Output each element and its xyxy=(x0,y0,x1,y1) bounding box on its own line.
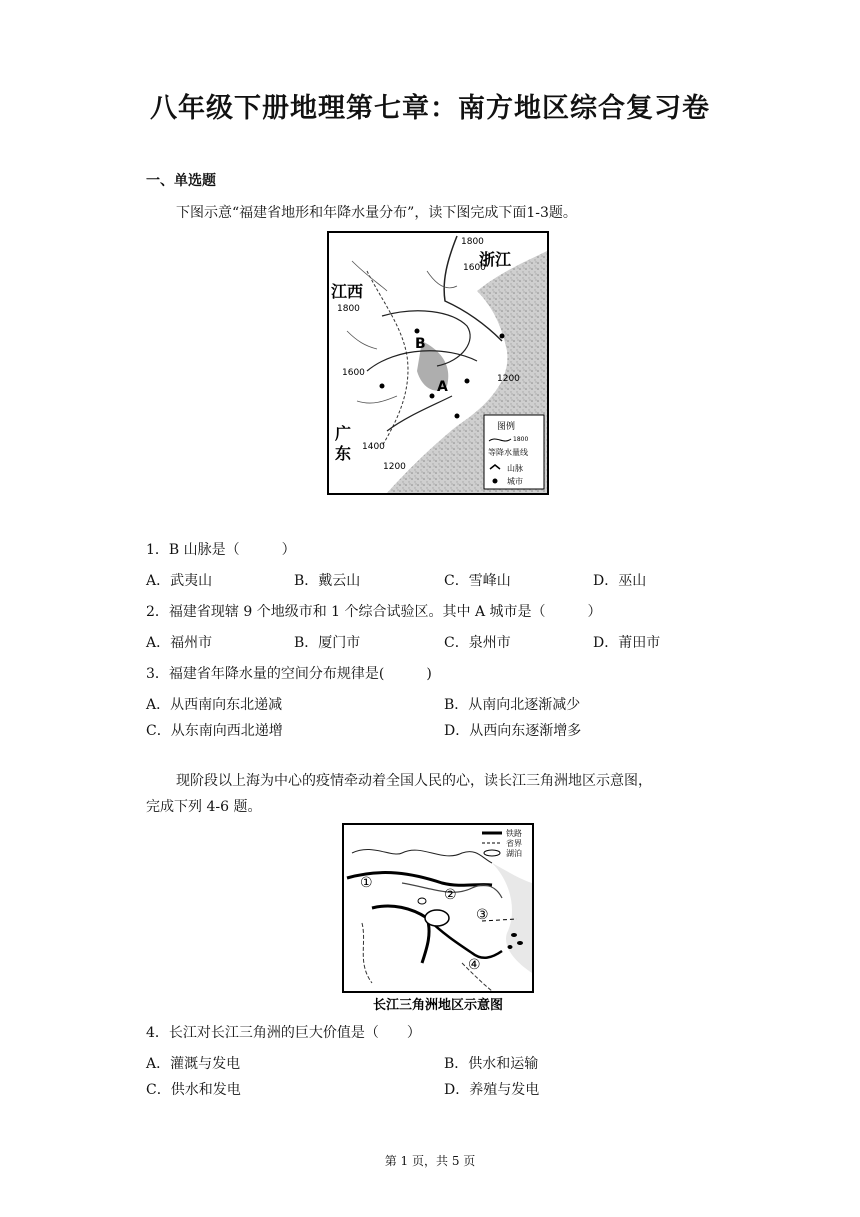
intro-paragraph-1: 下图示意“福建省地形和年降水量分布”，读下图完成下面1-3题。 xyxy=(176,205,577,221)
city-dot xyxy=(465,379,470,384)
q3-option-b: B．从南向北逐渐减少 xyxy=(444,697,581,713)
iso-label: 1200 xyxy=(497,374,520,384)
city-dot xyxy=(455,414,460,419)
legend-iso-label: 等降水量线 xyxy=(488,448,528,457)
lake-taihu xyxy=(425,910,449,926)
map2-caption: 长江三角洲地区示意图 xyxy=(372,998,504,1013)
city-dot xyxy=(415,329,420,334)
section-heading: 一、单选题 xyxy=(146,173,216,189)
page-footer: 第 1 页，共 5 页 xyxy=(384,1154,476,1168)
map-legend xyxy=(484,415,544,489)
question-3: 3．福建省年降水量的空间分布规律是( ) xyxy=(146,666,432,682)
label-a: A xyxy=(437,379,448,395)
q2-option-a: A．福州市 xyxy=(146,635,213,651)
legend-city: 城市 xyxy=(507,477,523,486)
q4-option-c: C．供水和发电 xyxy=(146,1082,241,1098)
label-guangdong-2: 东 xyxy=(335,444,352,463)
legend-railway: 铁路 xyxy=(506,829,522,838)
q2-option-d: D．莆田市 xyxy=(593,635,661,651)
q2-option-c: C．泉州市 xyxy=(444,635,511,651)
city-dot xyxy=(380,384,385,389)
city-dot xyxy=(430,394,435,399)
q1-option-d: D．巫山 xyxy=(593,573,647,589)
q3-option-d: D．从西向东逐渐增多 xyxy=(444,723,582,739)
legend-title: 图例 xyxy=(497,422,516,432)
label-guangdong-1: 广 xyxy=(335,424,352,443)
marker-3: ③ xyxy=(476,907,489,923)
iso-label: 1800 xyxy=(337,304,360,314)
intro-paragraph-2-line-2: 完成下列 4-6 题。 xyxy=(146,799,262,815)
q1-option-a: A．武夷山 xyxy=(146,573,213,589)
q4-option-a: A．灌溉与发电 xyxy=(146,1056,241,1072)
page-title: 八年级下册地理第七章：南方地区综合复习卷 xyxy=(150,93,710,124)
iso-label: 1800 xyxy=(461,237,484,247)
q4-option-d: D．养殖与发电 xyxy=(444,1082,540,1098)
legend-mountain: 山脉 xyxy=(507,464,523,473)
iso-label: 1600 xyxy=(342,368,365,378)
q1-option-c: C．雪峰山 xyxy=(444,573,511,589)
question-4: 4．长江对长江三角洲的巨大价值是（ ） xyxy=(146,1025,421,1041)
legend-lake: 湖泊 xyxy=(506,849,522,858)
q1-option-b: B．戴云山 xyxy=(294,573,361,589)
marker-1: ① xyxy=(360,875,373,891)
legend-border: 省界 xyxy=(506,839,522,848)
q3-option-a: A．从西南向东北递减 xyxy=(146,697,283,713)
legend-iso-value: 1800 xyxy=(513,436,529,443)
q3-option-c: C．从东南向西北递增 xyxy=(146,723,283,739)
marker-4: ④ xyxy=(468,957,481,973)
iso-label: 1600 xyxy=(463,263,486,273)
island xyxy=(511,933,517,937)
q2-option-b: B．厦门市 xyxy=(294,635,361,651)
question-1: 1．B 山脉是（ ） xyxy=(146,542,296,558)
city-legend-icon xyxy=(493,479,498,484)
island xyxy=(508,945,513,949)
island xyxy=(517,941,523,945)
yangtze-delta-map xyxy=(342,823,534,1015)
label-b: B xyxy=(415,336,426,352)
lake xyxy=(418,898,426,904)
label-jiangxi: 江西 xyxy=(331,282,364,301)
question-2: 2．福建省现辖 9 个地级市和 1 个综合试验区。其中 A 城市是（ ） xyxy=(146,604,602,620)
marker-2: ② xyxy=(444,887,457,903)
label-zhejiang: 浙江 xyxy=(479,250,512,269)
intro-paragraph-2-line-1: 现阶段以上海为中心的疫情牵动着全国人民的心，读长江三角洲地区示意图， xyxy=(176,773,652,789)
fujian-map xyxy=(327,231,549,495)
city-dot xyxy=(500,334,505,339)
q4-option-b: B．供水和运输 xyxy=(444,1056,539,1072)
iso-label: 1200 xyxy=(383,462,406,472)
iso-label: 1400 xyxy=(362,442,385,452)
